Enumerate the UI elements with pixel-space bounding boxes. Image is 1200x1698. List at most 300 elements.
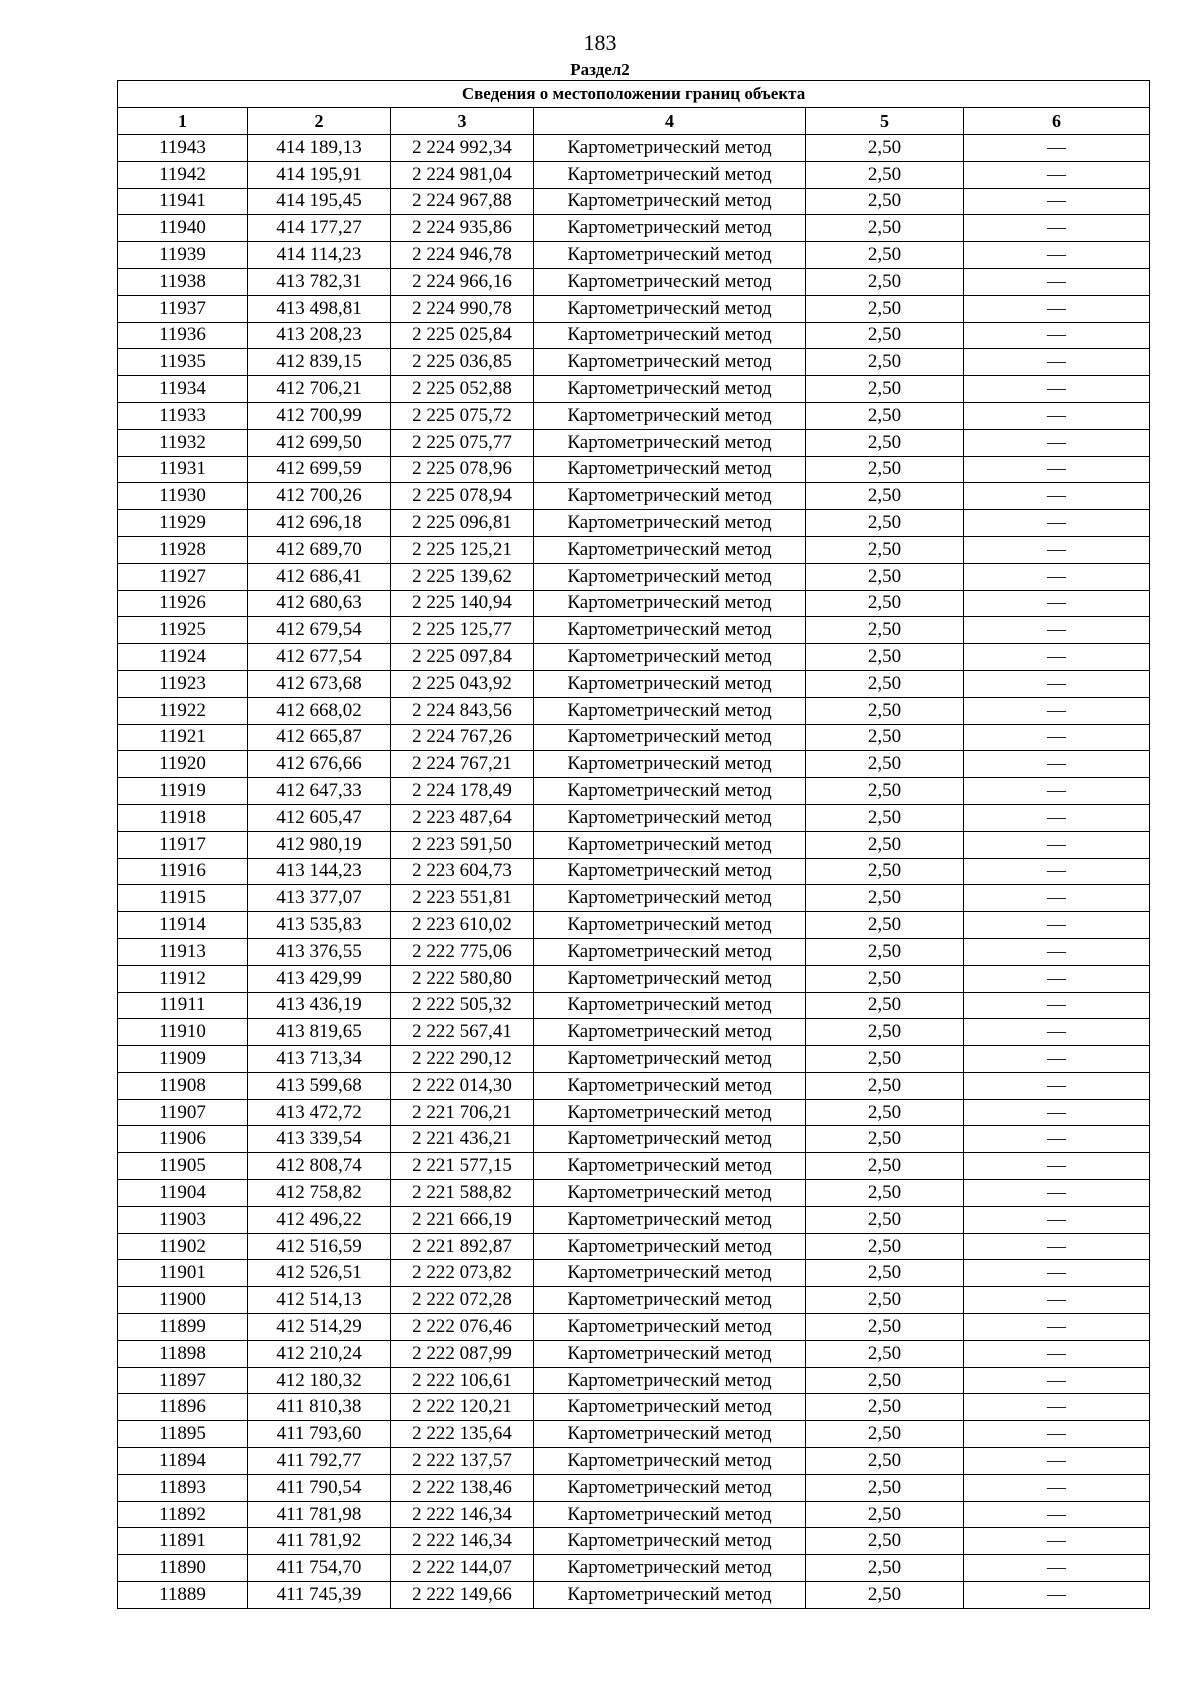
y-coordinate-cell: 2 222 580,80 [391,965,534,992]
table-row [118,510,1150,537]
method-cell: Картометрический метод [534,1126,806,1153]
accuracy-cell: 2,50 [806,215,964,242]
table-row [118,483,1150,510]
description-cell: — [964,724,1150,751]
point-number-cell: 11939 [118,242,248,269]
point-number-cell: 11891 [118,1528,248,1555]
table-row [118,617,1150,644]
method-cell: Картометрический метод [534,670,806,697]
x-coordinate-cell: 412 516,59 [248,1233,391,1260]
point-number-cell: 11909 [118,1046,248,1073]
description-cell: — [964,938,1150,965]
description-cell: — [964,965,1150,992]
table-row [118,1287,1150,1314]
accuracy-cell: 2,50 [806,510,964,537]
y-coordinate-cell: 2 222 106,61 [391,1367,534,1394]
table-row [118,965,1150,992]
y-coordinate-cell: 2 224 990,78 [391,295,534,322]
table-row [118,938,1150,965]
table-row [118,188,1150,215]
description-cell: — [964,349,1150,376]
method-cell: Картометрический метод [534,1582,806,1609]
description-cell: — [964,992,1150,1019]
y-coordinate-cell: 2 224 967,88 [391,188,534,215]
method-cell: Картометрический метод [534,938,806,965]
description-cell: — [964,1314,1150,1341]
point-number-cell: 11925 [118,617,248,644]
accuracy-cell: 2,50 [806,402,964,429]
description-cell: — [964,1501,1150,1528]
accuracy-cell: 2,50 [806,349,964,376]
x-coordinate-cell: 412 668,02 [248,697,391,724]
table-row [118,670,1150,697]
point-number-cell: 11897 [118,1367,248,1394]
method-cell: Картометрический метод [534,242,806,269]
accuracy-cell: 2,50 [806,1367,964,1394]
description-cell: — [964,1421,1150,1448]
description-cell: — [964,831,1150,858]
x-coordinate-cell: 411 810,38 [248,1394,391,1421]
point-number-cell: 11919 [118,778,248,805]
x-coordinate-cell: 412 689,70 [248,536,391,563]
point-number-cell: 11927 [118,563,248,590]
table-row [118,429,1150,456]
point-number-cell: 11901 [118,1260,248,1287]
x-coordinate-cell: 412 677,54 [248,644,391,671]
method-cell: Картометрический метод [534,1448,806,1475]
point-number-cell: 11906 [118,1126,248,1153]
accuracy-cell: 2,50 [806,858,964,885]
x-coordinate-cell: 414 114,23 [248,242,391,269]
accuracy-cell: 2,50 [806,697,964,724]
description-cell: — [964,1206,1150,1233]
accuracy-cell: 2,50 [806,536,964,563]
description-cell: — [964,1582,1150,1609]
description-cell: — [964,510,1150,537]
x-coordinate-cell: 412 706,21 [248,376,391,403]
y-coordinate-cell: 2 224 935,86 [391,215,534,242]
x-coordinate-cell: 414 189,13 [248,135,391,162]
boundary-coordinates-table [117,80,1150,1609]
description-cell: — [964,188,1150,215]
point-number-cell: 11930 [118,483,248,510]
y-coordinate-cell: 2 224 946,78 [391,242,534,269]
method-cell: Картометрический метод [534,402,806,429]
y-coordinate-cell: 2 222 290,12 [391,1046,534,1073]
point-number-cell: 11916 [118,858,248,885]
method-cell: Картометрический метод [534,1421,806,1448]
accuracy-cell: 2,50 [806,912,964,939]
x-coordinate-cell: 412 514,13 [248,1287,391,1314]
description-cell: — [964,483,1150,510]
x-coordinate-cell: 412 647,33 [248,778,391,805]
y-coordinate-cell: 2 223 591,50 [391,831,534,858]
method-cell: Картометрический метод [534,1367,806,1394]
method-cell: Картометрический метод [534,1474,806,1501]
point-number-cell: 11904 [118,1180,248,1207]
table-row [118,751,1150,778]
method-cell: Картометрический метод [534,831,806,858]
table-row [118,697,1150,724]
x-coordinate-cell: 413 472,72 [248,1099,391,1126]
method-cell: Картометрический метод [534,617,806,644]
y-coordinate-cell: 2 224 981,04 [391,161,534,188]
table-row [118,1180,1150,1207]
accuracy-cell: 2,50 [806,938,964,965]
point-number-cell: 11934 [118,376,248,403]
accuracy-cell: 2,50 [806,188,964,215]
point-number-cell: 11931 [118,456,248,483]
description-cell: — [964,644,1150,671]
description-cell: — [964,563,1150,590]
x-coordinate-cell: 413 498,81 [248,295,391,322]
y-coordinate-cell: 2 225 097,84 [391,644,534,671]
description-cell: — [964,161,1150,188]
table-caption-row [118,81,1150,108]
x-coordinate-cell: 413 339,54 [248,1126,391,1153]
x-coordinate-cell: 412 700,99 [248,402,391,429]
y-coordinate-cell: 2 225 078,94 [391,483,534,510]
y-coordinate-cell: 2 222 073,82 [391,1260,534,1287]
y-coordinate-cell: 2 225 043,92 [391,670,534,697]
y-coordinate-cell: 2 221 666,19 [391,1206,534,1233]
point-number-cell: 11926 [118,590,248,617]
description-cell: — [964,135,1150,162]
accuracy-cell: 2,50 [806,1394,964,1421]
method-cell: Картометрический метод [534,1394,806,1421]
point-number-cell: 11921 [118,724,248,751]
accuracy-cell: 2,50 [806,1046,964,1073]
accuracy-cell: 2,50 [806,1528,964,1555]
y-coordinate-cell: 2 225 025,84 [391,322,534,349]
method-cell: Картометрический метод [534,483,806,510]
point-number-cell: 11932 [118,429,248,456]
accuracy-cell: 2,50 [806,1474,964,1501]
x-coordinate-cell: 411 792,77 [248,1448,391,1475]
y-coordinate-cell: 2 222 087,99 [391,1340,534,1367]
table-row [118,804,1150,831]
x-coordinate-cell: 412 680,63 [248,590,391,617]
table-row [118,1340,1150,1367]
column-number-row [118,108,1150,135]
method-cell: Картометрический метод [534,724,806,751]
description-cell: — [964,429,1150,456]
x-coordinate-cell: 413 208,23 [248,322,391,349]
x-coordinate-cell: 412 676,66 [248,751,391,778]
description-cell: — [964,617,1150,644]
description-cell: — [964,215,1150,242]
y-coordinate-cell: 2 223 551,81 [391,885,534,912]
accuracy-cell: 2,50 [806,617,964,644]
point-number-cell: 11910 [118,1019,248,1046]
point-number-cell: 11908 [118,1072,248,1099]
description-cell: — [964,804,1150,831]
point-number-cell: 11914 [118,912,248,939]
table-row [118,1367,1150,1394]
method-cell: Картометрический метод [534,349,806,376]
y-coordinate-cell: 2 224 843,56 [391,697,534,724]
description-cell: — [964,1555,1150,1582]
point-number-cell: 11923 [118,670,248,697]
accuracy-cell: 2,50 [806,1019,964,1046]
accuracy-cell: 2,50 [806,1314,964,1341]
method-cell: Картометрический метод [534,1180,806,1207]
x-coordinate-cell: 413 599,68 [248,1072,391,1099]
description-cell: — [964,590,1150,617]
table-row [118,724,1150,751]
y-coordinate-cell: 2 224 767,21 [391,751,534,778]
table-row [118,242,1150,269]
method-cell: Картометрический метод [534,778,806,805]
point-number-cell: 11941 [118,188,248,215]
description-cell: — [964,1340,1150,1367]
x-coordinate-cell: 411 745,39 [248,1582,391,1609]
y-coordinate-cell: 2 223 610,02 [391,912,534,939]
point-number-cell: 11920 [118,751,248,778]
point-number-cell: 11889 [118,1582,248,1609]
table-row [118,161,1150,188]
method-cell: Картометрический метод [534,376,806,403]
point-number-cell: 11911 [118,992,248,1019]
table-row [118,1206,1150,1233]
accuracy-cell: 2,50 [806,1180,964,1207]
x-coordinate-cell: 412 696,18 [248,510,391,537]
point-number-cell: 11895 [118,1421,248,1448]
accuracy-cell: 2,50 [806,724,964,751]
point-number-cell: 11936 [118,322,248,349]
column-number: 1 [118,108,248,135]
y-coordinate-cell: 2 224 966,16 [391,268,534,295]
x-coordinate-cell: 412 210,24 [248,1340,391,1367]
method-cell: Картометрический метод [534,858,806,885]
y-coordinate-cell: 2 222 120,21 [391,1394,534,1421]
point-number-cell: 11890 [118,1555,248,1582]
accuracy-cell: 2,50 [806,1126,964,1153]
x-coordinate-cell: 412 839,15 [248,349,391,376]
accuracy-cell: 2,50 [806,1421,964,1448]
point-number-cell: 11922 [118,697,248,724]
point-number-cell: 11943 [118,135,248,162]
method-cell: Картометрический метод [534,563,806,590]
y-coordinate-cell: 2 222 014,30 [391,1072,534,1099]
x-coordinate-cell: 412 679,54 [248,617,391,644]
method-cell: Картометрический метод [534,1501,806,1528]
accuracy-cell: 2,50 [806,1099,964,1126]
accuracy-cell: 2,50 [806,429,964,456]
table-row [118,644,1150,671]
accuracy-cell: 2,50 [806,644,964,671]
description-cell: — [964,670,1150,697]
table-row [118,376,1150,403]
y-coordinate-cell: 2 222 138,46 [391,1474,534,1501]
point-number-cell: 11912 [118,965,248,992]
table-row [118,1394,1150,1421]
y-coordinate-cell: 2 225 075,77 [391,429,534,456]
table-body [118,135,1150,1609]
description-cell: — [964,402,1150,429]
description-cell: — [964,697,1150,724]
point-number-cell: 11913 [118,938,248,965]
table-row [118,1582,1150,1609]
point-number-cell: 11905 [118,1153,248,1180]
method-cell: Картометрический метод [534,1233,806,1260]
y-coordinate-cell: 2 221 706,21 [391,1099,534,1126]
accuracy-cell: 2,50 [806,1501,964,1528]
table-row [118,1260,1150,1287]
point-number-cell: 11893 [118,1474,248,1501]
point-number-cell: 11940 [118,215,248,242]
description-cell: — [964,858,1150,885]
method-cell: Картометрический метод [534,697,806,724]
method-cell: Картометрический метод [534,992,806,1019]
y-coordinate-cell: 2 225 125,21 [391,536,534,563]
table-row [118,1233,1150,1260]
x-coordinate-cell: 412 686,41 [248,563,391,590]
description-cell: — [964,536,1150,563]
method-cell: Картометрический метод [534,1046,806,1073]
x-coordinate-cell: 413 819,65 [248,1019,391,1046]
y-coordinate-cell: 2 222 567,41 [391,1019,534,1046]
accuracy-cell: 2,50 [806,1287,964,1314]
method-cell: Картометрический метод [534,1287,806,1314]
description-cell: — [964,1126,1150,1153]
y-coordinate-cell: 2 225 125,77 [391,617,534,644]
accuracy-cell: 2,50 [806,1555,964,1582]
table-row [118,1528,1150,1555]
point-number-cell: 11896 [118,1394,248,1421]
accuracy-cell: 2,50 [806,1260,964,1287]
table-row [118,1099,1150,1126]
table-row [118,778,1150,805]
accuracy-cell: 2,50 [806,376,964,403]
x-coordinate-cell: 412 605,47 [248,804,391,831]
method-cell: Картометрический метод [534,965,806,992]
description-cell: — [964,751,1150,778]
point-number-cell: 11907 [118,1099,248,1126]
y-coordinate-cell: 2 221 436,21 [391,1126,534,1153]
column-number: 4 [534,108,806,135]
table-row [118,1072,1150,1099]
method-cell: Картометрический метод [534,1260,806,1287]
accuracy-cell: 2,50 [806,1582,964,1609]
y-coordinate-cell: 2 225 140,94 [391,590,534,617]
x-coordinate-cell: 414 195,91 [248,161,391,188]
accuracy-cell: 2,50 [806,295,964,322]
method-cell: Картометрический метод [534,644,806,671]
table-row [118,1448,1150,1475]
y-coordinate-cell: 2 224 767,26 [391,724,534,751]
table-row [118,1314,1150,1341]
method-cell: Картометрический метод [534,268,806,295]
table-row [118,1126,1150,1153]
accuracy-cell: 2,50 [806,456,964,483]
x-coordinate-cell: 413 429,99 [248,965,391,992]
method-cell: Картометрический метод [534,804,806,831]
table-row [118,563,1150,590]
x-coordinate-cell: 412 808,74 [248,1153,391,1180]
accuracy-cell: 2,50 [806,992,964,1019]
accuracy-cell: 2,50 [806,804,964,831]
table-row [118,456,1150,483]
y-coordinate-cell: 2 225 075,72 [391,402,534,429]
method-cell: Картометрический метод [534,1340,806,1367]
method-cell: Картометрический метод [534,1099,806,1126]
method-cell: Картометрический метод [534,1206,806,1233]
point-number-cell: 11900 [118,1287,248,1314]
x-coordinate-cell: 413 535,83 [248,912,391,939]
y-coordinate-cell: 2 225 052,88 [391,376,534,403]
table-row [118,590,1150,617]
x-coordinate-cell: 412 699,50 [248,429,391,456]
y-coordinate-cell: 2 224 992,34 [391,135,534,162]
x-coordinate-cell: 411 781,98 [248,1501,391,1528]
x-coordinate-cell: 412 514,29 [248,1314,391,1341]
y-coordinate-cell: 2 222 072,28 [391,1287,534,1314]
table-row [118,349,1150,376]
column-number: 2 [248,108,391,135]
table-row [118,831,1150,858]
y-coordinate-cell: 2 222 135,64 [391,1421,534,1448]
point-number-cell: 11894 [118,1448,248,1475]
table-row [118,1421,1150,1448]
point-number-cell: 11938 [118,268,248,295]
description-cell: — [964,268,1150,295]
point-number-cell: 11903 [118,1206,248,1233]
description-cell: — [964,1019,1150,1046]
description-cell: — [964,1046,1150,1073]
page-number: 183 [583,30,617,55]
y-coordinate-cell: 2 222 146,34 [391,1501,534,1528]
point-number-cell: 11935 [118,349,248,376]
description-cell: — [964,1233,1150,1260]
x-coordinate-cell: 413 144,23 [248,858,391,885]
description-cell: — [964,1153,1150,1180]
method-cell: Картометрический метод [534,1072,806,1099]
accuracy-cell: 2,50 [806,885,964,912]
accuracy-cell: 2,50 [806,670,964,697]
y-coordinate-cell: 2 221 892,87 [391,1233,534,1260]
method-cell: Картометрический метод [534,1528,806,1555]
y-coordinate-cell: 2 225 078,96 [391,456,534,483]
description-cell: — [964,1072,1150,1099]
description-cell: — [964,1474,1150,1501]
method-cell: Картометрический метод [534,1555,806,1582]
y-coordinate-cell: 2 222 149,66 [391,1582,534,1609]
table-row [118,322,1150,349]
y-coordinate-cell: 2 222 775,06 [391,938,534,965]
table-row [118,1019,1150,1046]
accuracy-cell: 2,50 [806,965,964,992]
method-cell: Картометрический метод [534,1019,806,1046]
table-row [118,1555,1150,1582]
table-row [118,295,1150,322]
point-number-cell: 11917 [118,831,248,858]
x-coordinate-cell: 411 790,54 [248,1474,391,1501]
x-coordinate-cell: 412 673,68 [248,670,391,697]
x-coordinate-cell: 412 496,22 [248,1206,391,1233]
accuracy-cell: 2,50 [806,483,964,510]
y-coordinate-cell: 2 221 577,15 [391,1153,534,1180]
accuracy-cell: 2,50 [806,751,964,778]
description-cell: — [964,1287,1150,1314]
accuracy-cell: 2,50 [806,1153,964,1180]
accuracy-cell: 2,50 [806,778,964,805]
accuracy-cell: 2,50 [806,135,964,162]
description-cell: — [964,242,1150,269]
method-cell: Картометрический метод [534,536,806,563]
y-coordinate-cell: 2 223 604,73 [391,858,534,885]
point-number-cell: 11928 [118,536,248,563]
